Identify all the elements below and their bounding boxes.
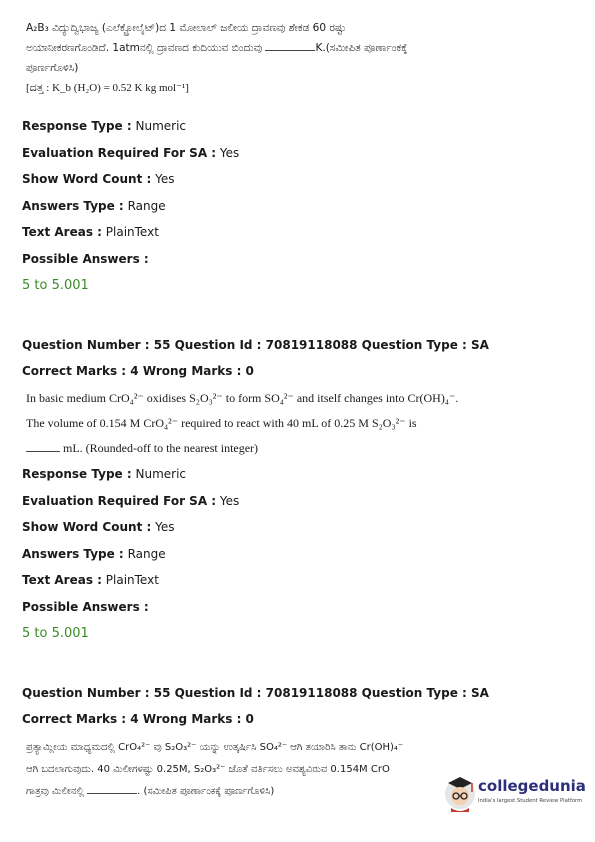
q55kn-line-3: [26, 781, 451, 803]
answer-blank: [26, 441, 60, 452]
text-areas-value: PlainText: [105, 225, 159, 239]
question-55-english: [26, 386, 486, 461]
question-heading: Question Number : 55 Question Id : 70819118088 Question Type : SA: [22, 338, 489, 352]
text-areas-row: [22, 224, 159, 240]
answers-type-row: [22, 198, 166, 214]
word-count-value: Yes: [155, 520, 175, 534]
response-type-label: Response Type :: [22, 119, 132, 133]
q55-line-1: In basic medium CrO₄²⁻ oxidises S₂O₃²⁻ to form SO₄²⁻ and itself changes into Cr(OH)₄⁻.: [26, 391, 459, 405]
response-type-label: Response Type :: [22, 467, 132, 481]
question-55-kannada: [26, 737, 451, 803]
q55-line-3: [26, 436, 486, 461]
possible-answer-value: 5 to 5.001: [22, 626, 89, 641]
marks-line: Correct Marks : 4 Wrong Marks : 0: [22, 712, 254, 726]
possible-answers-label: Possible Answers :: [22, 252, 149, 266]
text-areas-row: [22, 572, 159, 588]
answers-type-label: Answers Type :: [22, 547, 124, 561]
possible-answers-row: [22, 599, 149, 615]
q54-given: [ದತ್ತ : K_b (H₂O) = 0.52 K kg mol⁻¹]: [26, 82, 189, 94]
evaluation-value: Yes: [219, 146, 240, 160]
answers-type-row: [22, 546, 166, 562]
answers-type-value: Range: [127, 199, 166, 213]
question-heading: Question Number : 55 Question Id : 70819118088 Question Type : SA: [22, 686, 489, 700]
q55-line-3-text: mL. (Rounded-off to the nearest integer): [63, 441, 259, 455]
word-count-value: Yes: [155, 172, 175, 186]
possible-answers-row: [22, 251, 149, 267]
answer-blank: [87, 783, 137, 794]
q54-line-3: ಪೂರ್ಣಗೊಳಿಸಿ): [26, 62, 79, 74]
word-count-row: [22, 519, 174, 535]
text-areas-label: Text Areas :: [22, 573, 102, 587]
answer-blank: [265, 40, 315, 51]
q55kn-line-2: ಆಗಿ ಬದಲಾಗುವುದು. 40 ಮಿಲೀಗಳಷ್ಟು 0.25M, S₂O₃²⁻ ಜೊತೆ ವರ್ತಿಸಲು ಅವಶ್ಯವಿರುವ 0.154M CrO: [26, 764, 390, 775]
evaluation-label: Evaluation Required For SA :: [22, 146, 217, 160]
answers-type-label: Answers Type :: [22, 199, 124, 213]
q54-line-2b: K.(ಸಮೀಪಿತ ಪೂರ್ಣಾಂಕಕ್ಕೆ: [315, 42, 408, 54]
text-areas-value: PlainText: [105, 573, 159, 587]
response-type-row: [22, 466, 186, 482]
evaluation-row: [22, 145, 239, 161]
word-count-row: [22, 171, 174, 187]
question-54-kannada: [26, 18, 456, 98]
marks-line: Correct Marks : 4 Wrong Marks : 0: [22, 364, 254, 378]
word-count-label: Show Word Count :: [22, 520, 152, 534]
q55kn-line-1: ಪ್ರತ್ಯಾಮ್ಲೀಯ ಮಾಧ್ಯಮದಲ್ಲಿ CrO₄²⁻ ವು S₂O₃²⁻ ಯನ್ನು ಉತ್ಕರ್ಷಿಸಿ SO₄²⁻ ಆಗಿ ತಯಾರಿಸಿ ತಾನು Cr(OH)₄⁻: [26, 742, 404, 753]
evaluation-row: [22, 493, 239, 509]
q54-line-1: A₂B₃ ವಿದ್ಯುದ್ವಿಭಾಜ್ಯ (ಎಲೆಕ್ಟ್ರೋಲೈಟ್)ದ 1 ಮೋಲಾಲ್ ಜಲೀಯ ದ್ರಾವಣವು ಶೇಕಡ 60 ರಷ್ಟು: [26, 22, 347, 34]
possible-answer-value: 5 to 5.001: [22, 278, 89, 293]
answers-type-value: Range: [127, 547, 166, 561]
evaluation-label: Evaluation Required For SA :: [22, 494, 217, 508]
possible-answers-label: Possible Answers :: [22, 600, 149, 614]
text-areas-label: Text Areas :: [22, 225, 102, 239]
q54-line-2: [26, 38, 456, 58]
logo-name: collegedunia: [478, 777, 586, 795]
word-count-label: Show Word Count :: [22, 172, 152, 186]
q54-line-2a: ಅಯಾನೀಕರಣಗೊಂಡಿದೆ. 1atmನಲ್ಲಿ ದ್ರಾವಣದ ಕುದಿಯುವ ಬಿಂದುವು: [26, 42, 263, 54]
response-type-value: Numeric: [135, 119, 187, 133]
response-type-row: [22, 118, 186, 134]
logo-tagline: India's largest Student Review Platform: [478, 798, 583, 804]
q55kn-line-3b: . (ಸಮೀಪಿತ ಪೂರ್ಣಾಂಕಕ್ಕೆ ಪೂರ್ಣಗೊಳಿಸಿ): [137, 786, 275, 797]
q55-line-2: The volume of 0.154 M CrO₄²⁻ required to react with 40 mL of 0.25 M S₂O₃²⁻ is: [26, 416, 417, 430]
response-type-value: Numeric: [135, 467, 187, 481]
evaluation-value: Yes: [219, 494, 240, 508]
q55kn-line-3a: ಗಾತ್ರವು ಮಿಲೀನಲ್ಲಿ: [26, 786, 84, 797]
